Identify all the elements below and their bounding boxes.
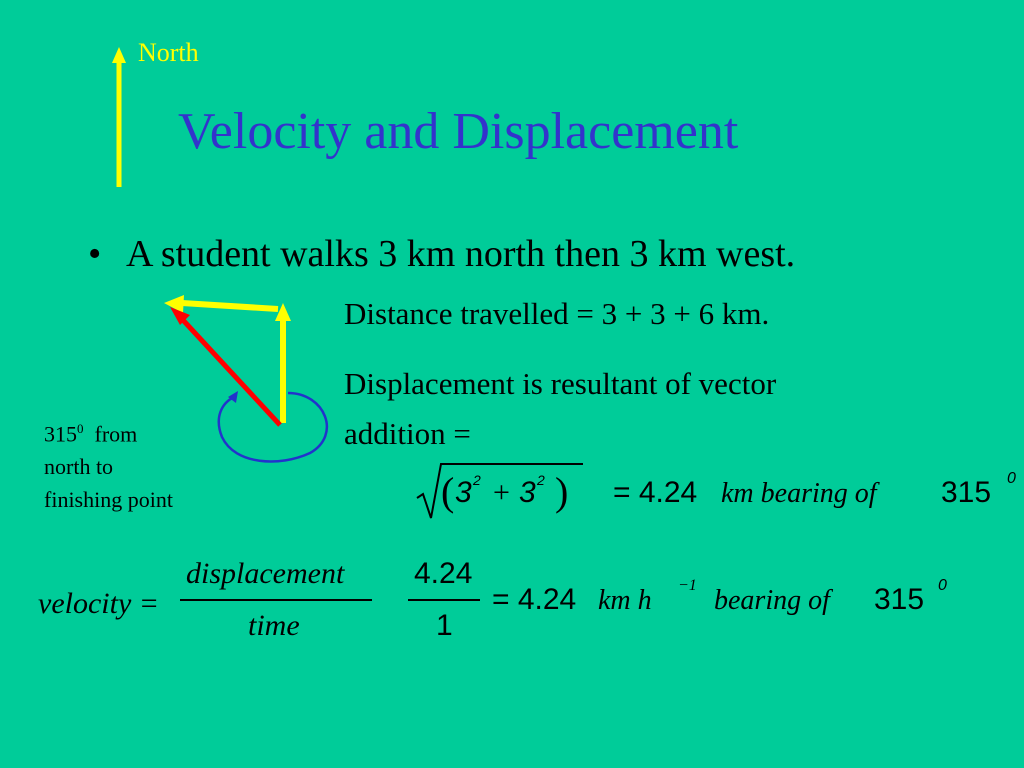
angle-note-text: from north to finishing point [44, 421, 173, 513]
angle-note [44, 412, 184, 516]
velocity-denominator: time [248, 609, 300, 642]
sqrt-base-2: 3 [519, 476, 536, 509]
sqrt-angle: 315 [941, 476, 992, 509]
displacement-line-2: addition = [344, 416, 471, 451]
velocity-equation [38, 555, 998, 655]
velocity-degree: 0 [938, 577, 947, 594]
angle-arc [219, 393, 327, 461]
fraction-denominator: 1 [436, 609, 453, 642]
velocity-numerator: displacement [186, 557, 345, 590]
sqrt-base-1: 3 [455, 476, 472, 509]
velocity-exponent: −1 [678, 577, 697, 594]
velocity-lhs: velocity = [38, 587, 160, 620]
resultant-arrow [182, 319, 280, 425]
number-fraction-bar [408, 599, 480, 601]
distance-line: Distance travelled = 3 + 3 + 6 km. [344, 296, 770, 331]
sqrt-exp-2: 2 [537, 472, 545, 488]
west-leg-arrow [182, 303, 278, 309]
bullet-item [88, 232, 795, 276]
bullet-text: A student walks 3 km north then 3 km west. [126, 233, 796, 275]
fraction-numerator: 4.24 [414, 557, 473, 590]
degree-mark: 0 [77, 421, 84, 436]
velocity-bearing: bearing of [714, 585, 830, 616]
sqrt-equation: ( 3 2 + 3 2 ) = 4.24 km bearing of 315 0 [415, 458, 1015, 522]
sqrt-degree: 0 [1007, 470, 1016, 487]
sqrt-unit: km bearing of [721, 478, 877, 509]
sqrt-plus: + [493, 476, 510, 509]
velocity-angle: 315 [874, 583, 925, 616]
page-title: Velocity and Displacement [178, 103, 739, 160]
velocity-result: = 4.24 [492, 583, 577, 616]
north-arrow [105, 45, 135, 190]
velocity-unit: km h [598, 585, 652, 616]
angle-value: 315 [44, 421, 77, 447]
sqrt-result: = 4.24 [613, 476, 698, 509]
north-label: North [138, 38, 199, 67]
sqrt-exp-1: 2 [473, 472, 481, 488]
displacement-line-1: Displacement is resultant of vector [344, 366, 777, 401]
bullet-dot: • [88, 233, 102, 275]
velocity-fraction-bar [180, 599, 372, 601]
